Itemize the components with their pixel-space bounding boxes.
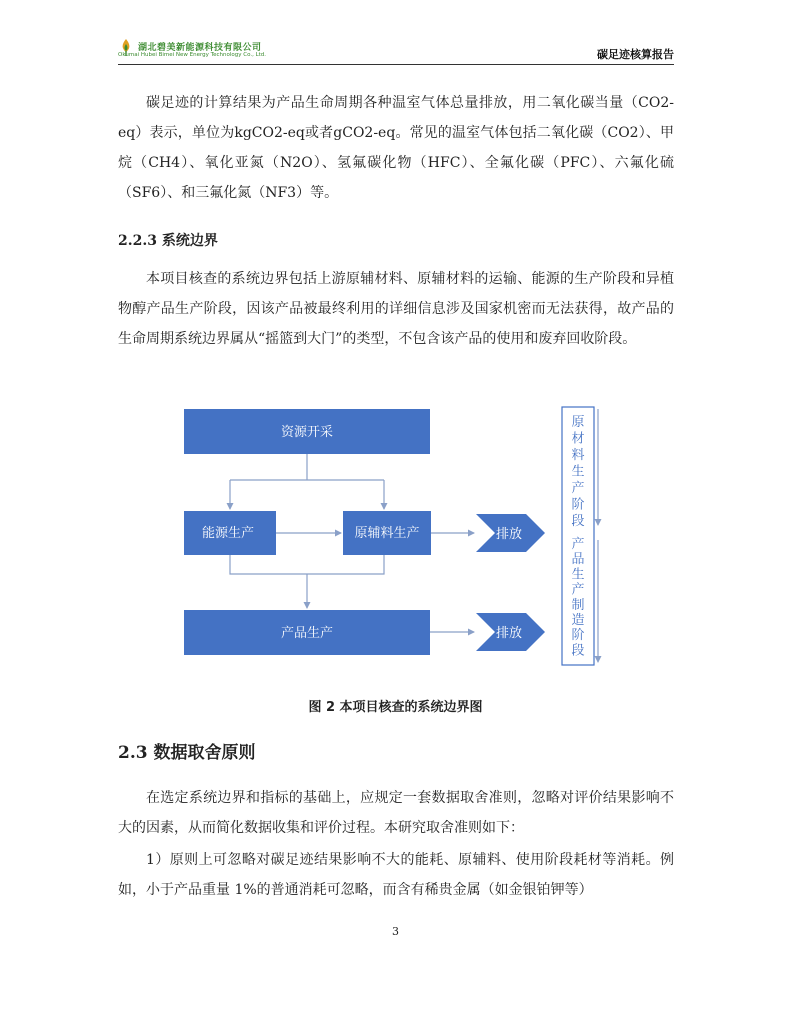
page-number: 3 bbox=[392, 925, 399, 938]
data-principle-paragraph-2 bbox=[118, 845, 674, 905]
data-principle-text-1: 在选定系统边界和指标的基础上，应规定一套数据取舍准则，忽略对评价结果影响不大的因素，从而简化数据收集和评价过程。本研究取舍准则如下： bbox=[118, 790, 674, 836]
stage-1-char: 生 bbox=[571, 464, 585, 480]
stage-2-char: 产 bbox=[571, 537, 585, 552]
stage-2-char: 阶 bbox=[571, 628, 585, 644]
report-title: 碳足迹核算报告 bbox=[597, 48, 674, 61]
system-boundary-text: 本项目核查的系统边界包括上游原辅材料、原辅材料的运输、能源的生产阶段和异植物醇产品生产阶段，因该产品被最终利用的详细信息涉及国家机密而无法获得，故产品的生命周期系统边界属从“摇篮到大门”的类型，不包含该产品的使用和废弃回收阶段。 bbox=[118, 271, 674, 347]
stage-1-char: 产 bbox=[571, 481, 585, 496]
stage-2-char: 造 bbox=[571, 613, 585, 628]
intro-text: 碳足迹的计算结果为产品生命周期各种温室气体总量排放，用二氧化碳当量（CO2-eq）表示，单位为kgCO2-eq或者gCO2-eq。常见的温室气体包括二氧化碳（CO2）、甲烷（CH4）、氧化亚氮（N2O）、氢氟碳化物（HFC）、全氟化碳（PFC）、六氟化硫（SF6）、和三氟化氮（NF3）等。 bbox=[118, 95, 674, 201]
stage-1-label bbox=[571, 415, 584, 529]
section-heading-2-2-3: 2.2.3 系统边界 bbox=[118, 233, 218, 249]
split-connector bbox=[230, 454, 384, 480]
section-heading-2-3: 2.3 数据取舍原则 bbox=[118, 743, 256, 763]
stage-1-char: 段 bbox=[571, 514, 585, 529]
stage-2-char: 产 bbox=[571, 582, 585, 598]
raw-material-label: 原辅料生产 bbox=[354, 526, 420, 541]
stage-1-char: 阶 bbox=[571, 497, 585, 513]
product-production-label: 产品生产 bbox=[280, 626, 334, 641]
stage-2-label bbox=[571, 536, 584, 658]
figure-caption: 图 2 本项目核查的系统边界图 bbox=[308, 700, 483, 715]
data-principle-paragraph-1 bbox=[118, 783, 674, 843]
stage-1-char: 原 bbox=[571, 415, 585, 430]
stage-2-char: 段 bbox=[571, 643, 585, 659]
emission-label-1: 排放 bbox=[495, 527, 523, 542]
emission-label-2: 排放 bbox=[495, 626, 523, 641]
company-name-cn: 湖北碧美新能源科技有限公司 bbox=[138, 43, 262, 53]
stage-2-char: 制 bbox=[571, 597, 585, 613]
data-principle-text-2: 1）原则上可忽略对碳足迹结果影响不大的能耗、原辅料、使用阶段耗材等消耗。例如，小于产品重量 1%的普通消耗可忽略，而含有稀贵金属（如金银铂钾等） bbox=[118, 852, 674, 898]
stage-1-char: 料 bbox=[571, 448, 585, 463]
company-name-en: Okumai Hubei Bimei New Energy Technology Co., Ltd. bbox=[118, 52, 267, 58]
stage-2-char: 生 bbox=[571, 567, 585, 583]
merge-connector bbox=[230, 555, 384, 574]
energy-production-label: 能源生产 bbox=[201, 526, 255, 541]
stage-1-char: 材 bbox=[571, 431, 585, 447]
resource-extraction-label: 资源开采 bbox=[280, 425, 334, 440]
stage-2-char: 品 bbox=[571, 552, 585, 568]
